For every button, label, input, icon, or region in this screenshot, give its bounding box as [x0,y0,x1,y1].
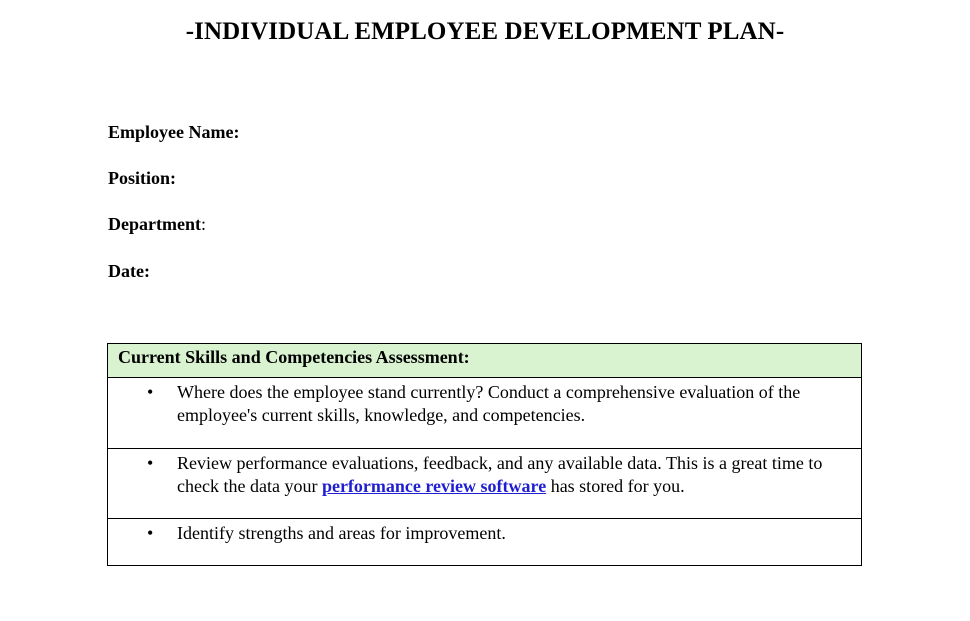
table-row [108,378,862,449]
position-field [108,167,176,189]
assessment-item-2 [108,449,862,519]
skills-assessment-table [107,343,862,566]
bullet-icon: • [147,453,154,473]
date-field [108,260,150,282]
assessment-item-3 [108,519,862,566]
assessment-item-3-text: Identify strengths and areas for improvement. [177,523,506,543]
document-title: -INDIVIDUAL EMPLOYEE DEVELOPMENT PLAN- [185,18,785,45]
assessment-item-2-text-after: has stored for you. [546,476,685,496]
assessment-item-2-text [177,452,852,498]
assessment-header: Current Skills and Competencies Assessment: [108,344,862,378]
position-label: Position [108,168,171,188]
employee-name-label: Employee Name [108,122,234,142]
employee-name-field [108,121,239,143]
bullet-icon: • [147,523,154,543]
department-field [108,213,206,235]
department-label: Department [108,214,201,234]
table-header-row [108,344,862,378]
position-colon: : [170,168,177,188]
assessment-item-1 [108,378,862,449]
bullet-icon: • [147,382,154,402]
performance-review-software-link[interactable]: performance review software [321,476,547,496]
assessment-item-2-text-before: Review performance evaluations, feedback, and any available data. This is a great time to check the data your [177,453,823,496]
table-row [108,519,862,566]
date-label: Date [108,261,144,281]
department-colon: : [200,214,206,234]
assessment-item-1-text: Where does the employee stand currently? Conduct a comprehensive evaluation of the employee's current skills, knowledge, and competencies. [177,382,801,425]
date-colon: : [143,261,150,281]
employee-name-colon: : [233,122,240,142]
table-row [108,449,862,519]
